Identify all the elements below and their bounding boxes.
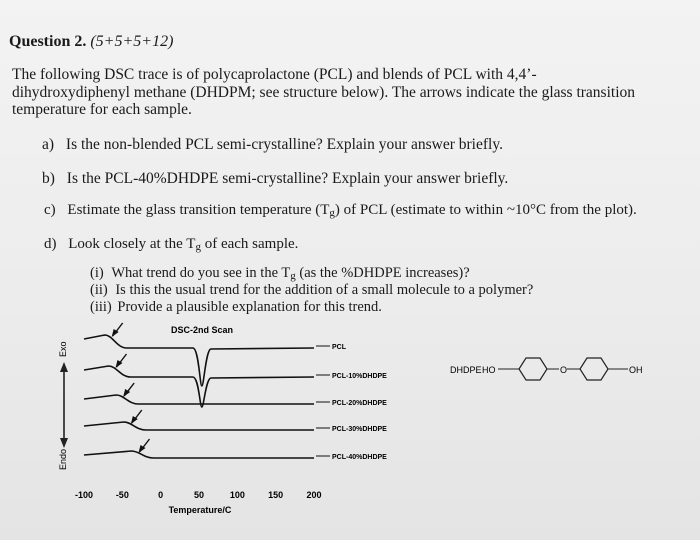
dsc-curve-pcl xyxy=(84,335,314,386)
question-number: Question 2. xyxy=(9,33,87,50)
chart-title: DSC-2nd Scan xyxy=(170,325,234,335)
x-tick-label: 150 xyxy=(268,490,284,500)
subitem-i: (i) What trend do you see in the Tg (as the %DHDPE increases)? xyxy=(90,265,470,282)
legend-label: PCL-10%DHDPE xyxy=(332,373,387,380)
question-points: (5+5+5+12) xyxy=(90,33,174,50)
legend-label: PCL-30%DHDPE xyxy=(332,426,387,433)
structure-label: DHDPE xyxy=(450,365,482,375)
item-b-text: Is the PCL-40%DHDPE semi-crystalline? Explain your answer briefly. xyxy=(66,170,509,187)
chart-legend xyxy=(316,344,387,461)
x-tick-label: 200 xyxy=(306,490,322,500)
benzene-ring-right xyxy=(580,358,608,380)
legend-label: PCL-20%DHDPE xyxy=(332,400,387,407)
item-c-text: Estimate the glass transition temperature (Tg) of PCL (estimate to within ~10°C from the plot). xyxy=(67,202,637,219)
dhdpe-structure xyxy=(450,358,643,380)
benzene-ring-left xyxy=(519,358,547,380)
item-d-label: d) xyxy=(44,236,57,252)
item-a-text: Is the non-blended PCL semi-crystalline? Explain your answer briefly. xyxy=(65,136,503,153)
x-tick-label: 0 xyxy=(158,490,164,500)
item-d-text: Look closely at the Tg of each sample. xyxy=(68,236,299,253)
y-label-exo: Exo xyxy=(58,341,68,357)
dsc-curves xyxy=(84,323,314,458)
x-tick-label: -100 xyxy=(74,490,94,500)
x-axis-label: Temperature/C xyxy=(168,505,232,515)
legend-label: PCL xyxy=(332,344,346,351)
dsc-curve-pcl-30pctdhdpe xyxy=(84,422,314,430)
subitem-ii: (ii) Is this the usual trend for the addition of a small molecule to a polymer? xyxy=(90,282,534,298)
structure-oh: OH xyxy=(629,365,643,375)
x-tick-label: 50 xyxy=(193,490,205,500)
x-axis-ticks xyxy=(75,490,322,500)
legend-label: PCL-40%DHDPE xyxy=(332,454,387,461)
item-b-label: b) xyxy=(42,170,55,187)
subitem-iii: (iii) Provide a plausible explanation for this trend. xyxy=(90,299,382,315)
item-a-label: a) xyxy=(42,136,55,153)
structure-ho: HO xyxy=(482,365,496,375)
x-tick-label: 100 xyxy=(229,490,245,500)
y-axis-indicator xyxy=(58,341,68,470)
x-tick-label: -50 xyxy=(115,490,129,500)
item-c-label: c) xyxy=(44,202,56,218)
question-intro: The following DSC trace is of polycaprolactone (PCL) and blends of PCL with 4,4’-dihydroxydiphenyl methane (DHDPM; see structure below). The arrows indicate the glass transition temperature for each sample. xyxy=(12,66,636,118)
structure-bridge-o: O xyxy=(560,365,568,375)
dsc-curve-pcl-40pctdhdpe xyxy=(84,451,314,458)
y-label-endo: Endo xyxy=(58,448,68,470)
